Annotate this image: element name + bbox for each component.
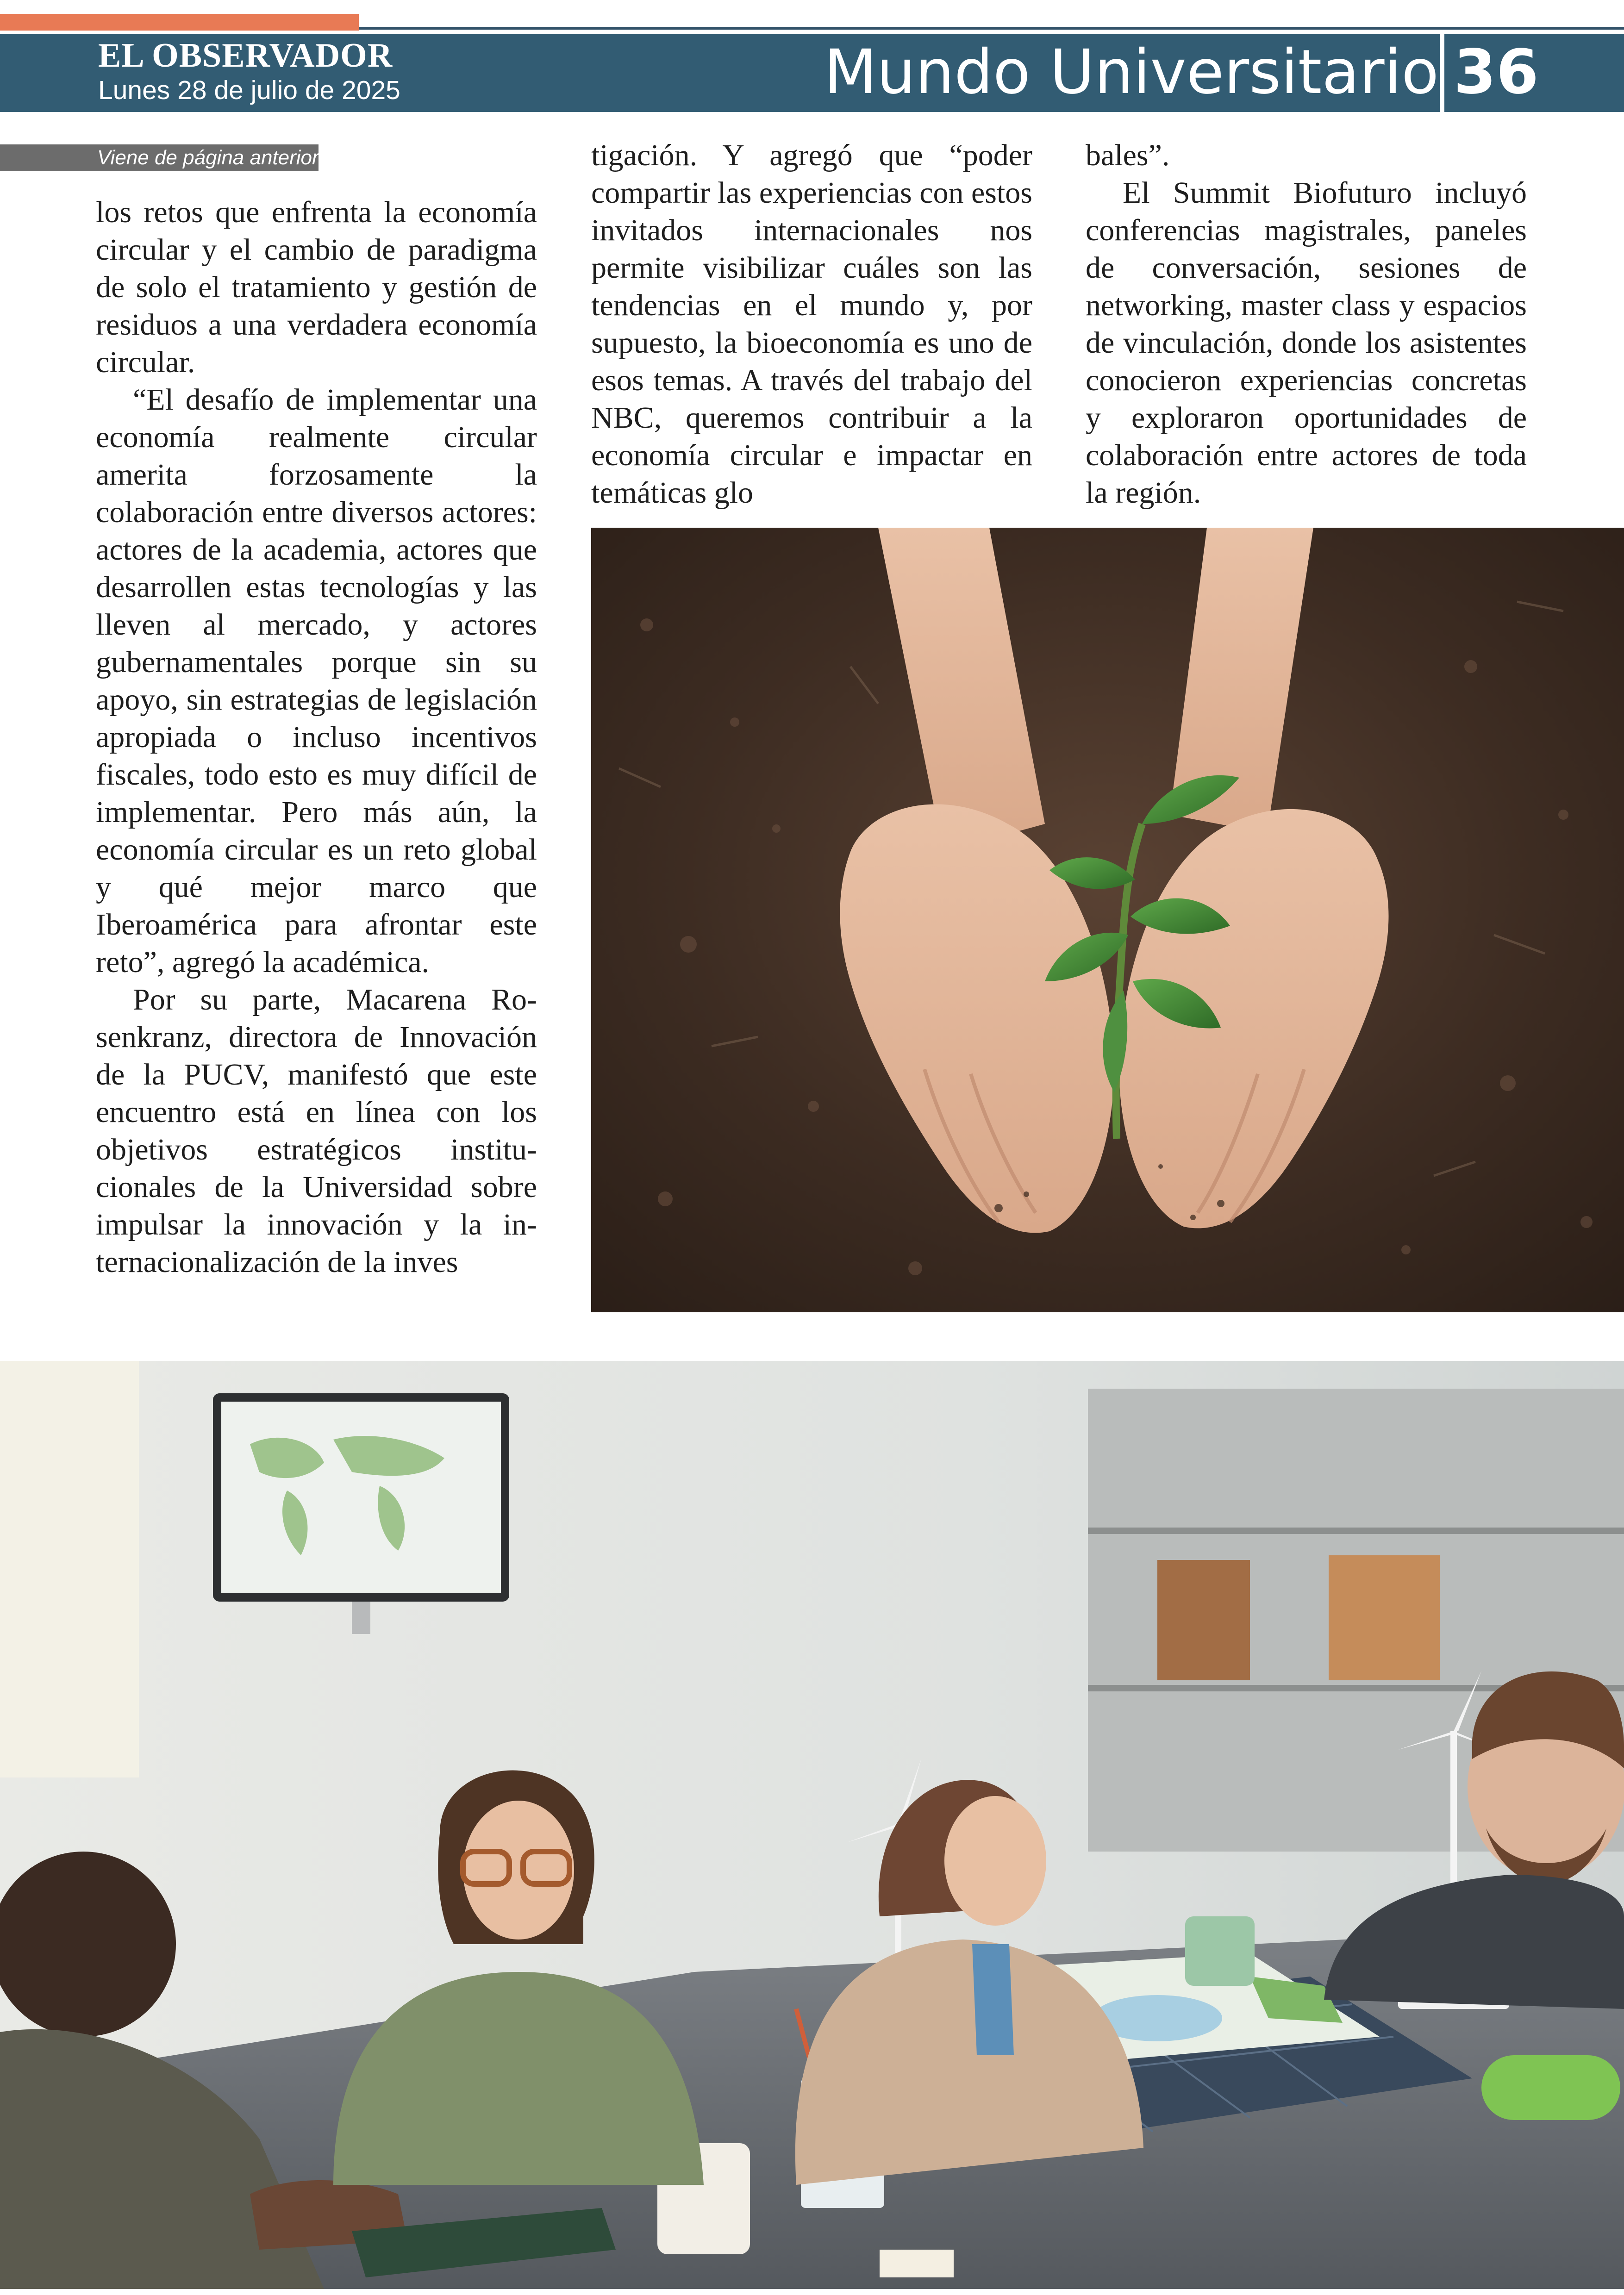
paragraph: Por su parte, Macarena Rosenkranz, directora de Innovación de la PUCV, manifestó que este encuentro está en línea con los objetivos estratégicos institucionales de la Universidad sobre impulsar la innovación y la internacionalización de la inves (96, 983, 537, 1279)
team-meeting-photo (0, 1361, 1624, 2289)
paragraph: los retos que enfrenta la economía circular y el cambio de paradigma de solo el tratamiento y gestión de residuos a una verdadera economía circular. (96, 195, 537, 379)
page-number: 36 (1454, 37, 1539, 108)
paragraph: tigación. Y agregó que “poder compartir las experiencias con estos invitados internacionales nos permite visibilizar cuáles son las tendencias en el mundo y, por supuesto, la bioeconomía es uno de esos temas. A través del trabajo del NBC, queremos contribuir a la economía circular e impactar en temáticas glo (591, 138, 1032, 510)
issue-date: Lunes 28 de julio de 2025 (98, 75, 400, 105)
header-accent-strip (0, 14, 359, 31)
article-column-1 (96, 193, 537, 1281)
article-column-2 (591, 137, 1032, 511)
continuation-tag: Viene de página anterior (0, 144, 319, 171)
header-top-rule (359, 27, 1624, 30)
header-divider (1440, 34, 1444, 112)
article-column-3 (1086, 137, 1527, 511)
newspaper-masthead: EL OBSERVADOR (98, 37, 393, 75)
paragraph: El Summit Biofuturo incluyó conferencias magistrales, paneles de conversación, sesiones de networking, master class y espacios de vinculación, donde los asistentes conocieron experiencias concretas y exploraron oportunidades de colaboración entre actores de toda la región. (1086, 176, 1527, 510)
seedling-photo (591, 528, 1624, 1312)
paragraph: “El desafío de implementar una economía realmente circular amerita forzosamente la colaboración entre diversos actores: actores de la academia, actores que desarrollen estas tecnologías y las lleven al mercado, y actores gubernamentales porque sin su apoyo, sin estrategias de legislación apropiada o incluso incentivos fiscales, todo esto es muy difícil de implementar. Pero más aún, la economía circular es un reto global y qué mejor marco que Iberoamérica para afrontar este reto”, agregó la académica. (96, 383, 537, 979)
paragraph: bales”. (1086, 138, 1170, 172)
section-title: Mundo Universitario (824, 37, 1439, 108)
